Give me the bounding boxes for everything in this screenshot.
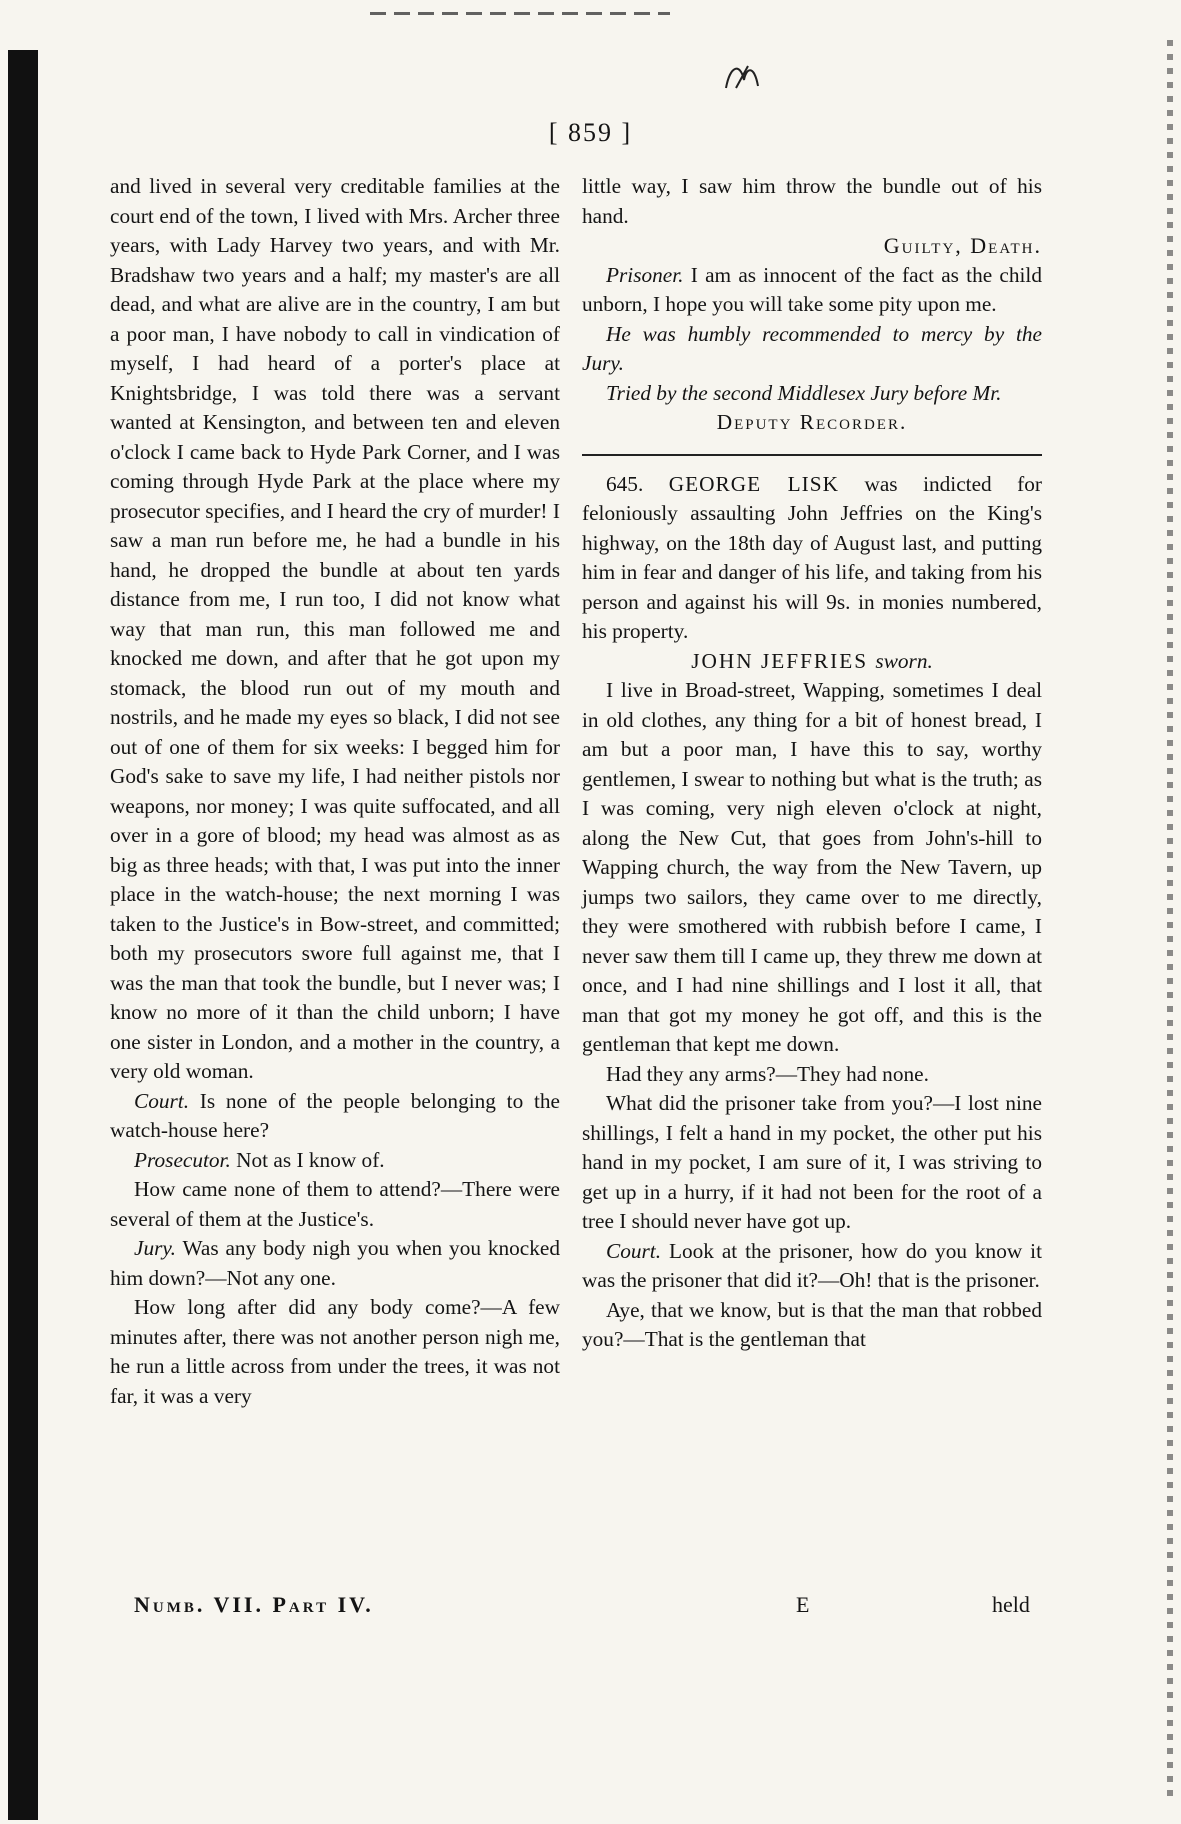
paragraph [110, 1175, 560, 1234]
paragraph [582, 676, 1042, 1060]
speaker-label: Prosecutor. [134, 1147, 231, 1172]
paragraph [110, 1087, 560, 1146]
paragraph-text: How came none of them to attend?—There were several of them at the Justice's. [110, 1177, 560, 1231]
case-number: 645. [606, 471, 644, 496]
speaker-label: Jury. [134, 1236, 176, 1260]
trial-note: Tried by the second Middlesex Jury before Mr. [606, 380, 1002, 405]
catchword: held [992, 1592, 1030, 1617]
signature-letter: E [796, 1592, 810, 1617]
page-edge-right [1167, 40, 1173, 1800]
speaker-label: Prisoner. [606, 262, 684, 287]
paragraph [582, 1237, 1042, 1296]
paragraph [582, 1060, 1042, 1090]
section-divider [582, 454, 1042, 456]
witness-heading [582, 647, 1042, 677]
recorder-name: Deputy Recorder. [716, 410, 908, 434]
paragraph [110, 1146, 560, 1176]
speaker-label: Court. [606, 1238, 662, 1263]
paragraph-text: What did the prisoner take from you?—I lost nine shillings, I felt a hand in my pocket, the other put his hand in my pocket, I am sure of it, I was striving to get up in a hurry, if it had not been for the root of a tree I should never have got up. [582, 1091, 1042, 1233]
mercy-note: He was humbly recommended to mercy by the Jury. [582, 321, 1042, 375]
paragraph-text: I am as innocent of the fact as the child unborn, I hope you will take some pity upon me. [582, 262, 1042, 316]
paragraph [582, 1296, 1042, 1355]
paragraph-text: Had they any arms?—They had none. [606, 1061, 929, 1086]
paragraph [582, 1089, 1042, 1237]
paragraph [110, 1293, 560, 1411]
paragraph [582, 172, 1042, 231]
binding-edge [8, 50, 38, 1820]
paragraph-text: Not as I know of. [236, 1147, 385, 1172]
page-number: [ 859 ] [548, 118, 633, 147]
right-column [582, 172, 1042, 1355]
paragraph [110, 172, 560, 1087]
left-column [110, 172, 560, 1411]
defendant-name: GEORGE LISK [668, 471, 839, 496]
indictment-text: was indicted for feloniously assaulting John Jeffries on the King's highway, on the 18th day of August last, and putting him in fear and danger of his life, and taking from his person and against his will 9s. in monies numbered, his property. [582, 471, 1043, 643]
paragraph-text: Look at the prisoner, how do you know it was the prisoner that did it?—Oh! that is the prisoner. [582, 1238, 1042, 1292]
paragraph-text: Was any body nigh you when you knocked him down?—Not any one. [110, 1236, 560, 1290]
paragraph [582, 261, 1042, 320]
paragraph [110, 1234, 560, 1293]
case-heading [582, 470, 1042, 647]
paragraph-text: I live in Broad-street, Wapping, sometimes I deal in old clothes, any thing for a bit of honest bread, I am but a poor man, I have this to say, worthy gentlemen, I swear to nothing but what is the truth; as I was coming, very nigh eleven o'clock at night, along the New Cut, that goes from John's-hill to Wapping church, the way from the New Tavern, up jumps two sailors, they came over to me directly, they were smothered with rubbish before I came, I never saw them till I came up, they threw me down at once, and I had nine shillings and I lost it all, that man that got my money he got off, and this is the gentleman that kept me down. [582, 678, 1042, 1056]
paragraph-text: Is none of the people belonging to the watch-house here? [110, 1088, 560, 1142]
paragraph-text: How long after did any body come?—A few minutes after, there was not another person nigh me, he run a little across from under the trees, it was not far, it was a very [110, 1295, 560, 1408]
speaker-label: Court. [134, 1088, 190, 1113]
page-edge-top [370, 12, 670, 15]
paragraph-text: little way, I saw him throw the bundle out of his hand. [582, 174, 1042, 228]
witness-name: JOHN JEFFRIES [691, 648, 869, 673]
signature-mark: Numb. VII. Part IV. [134, 1592, 374, 1617]
library-stamp-mark [718, 58, 768, 96]
paragraph-text: Aye, that we know, but is that the man that robbed you?—That is the gentleman that [582, 1297, 1042, 1351]
verdict: Guilty, Death. [883, 233, 1042, 258]
paragraph-text: and lived in several very creditable families at the court end of the town, I lived with Mrs. Archer three years, with Lady Harvey two years, and with Mr. Bradshaw two years and a half; my master's are all dead, and what are alive are in the country, I am but a poor man, I have nobody to call in vindication of myself, I had heard of a porter's place at Knightsbridge, I was told there was a servant wanted at Kensington, and between ten and eleven o'clock I came back to Hyde Park Corner, and I was coming through Hyde Park at the place where my prosecutor specifies, and I heard the cry of murder! I saw a man run before me, he had a bundle in his hand, he dropped the bundle at about ten yards distance from me, I run too, I did not know what way that man run, this man followed me and knocked me down, and after that he got upon my stomack, the blood run out of my mouth and nostrils, and he made my eyes so black, I did not see out of one of them for six weeks: I begged him for God's sake to save my life, I had neither pistols nor weapons, nor money; I was quite suffocated, and all over in a gore of blood; my head was almost as as big as three heads; with that, I was put into the inner place in the watch-house; the next morning I was taken to the Justice's in Bow-street, and committed; both my prosecutors swore full against me, that I was the man that took the bundle, but I never was; I know no more of it than the child unborn; I have one sister in London, and a mother in the country, a very old woman. [110, 174, 560, 1083]
witness-sworn: sworn. [875, 648, 933, 673]
